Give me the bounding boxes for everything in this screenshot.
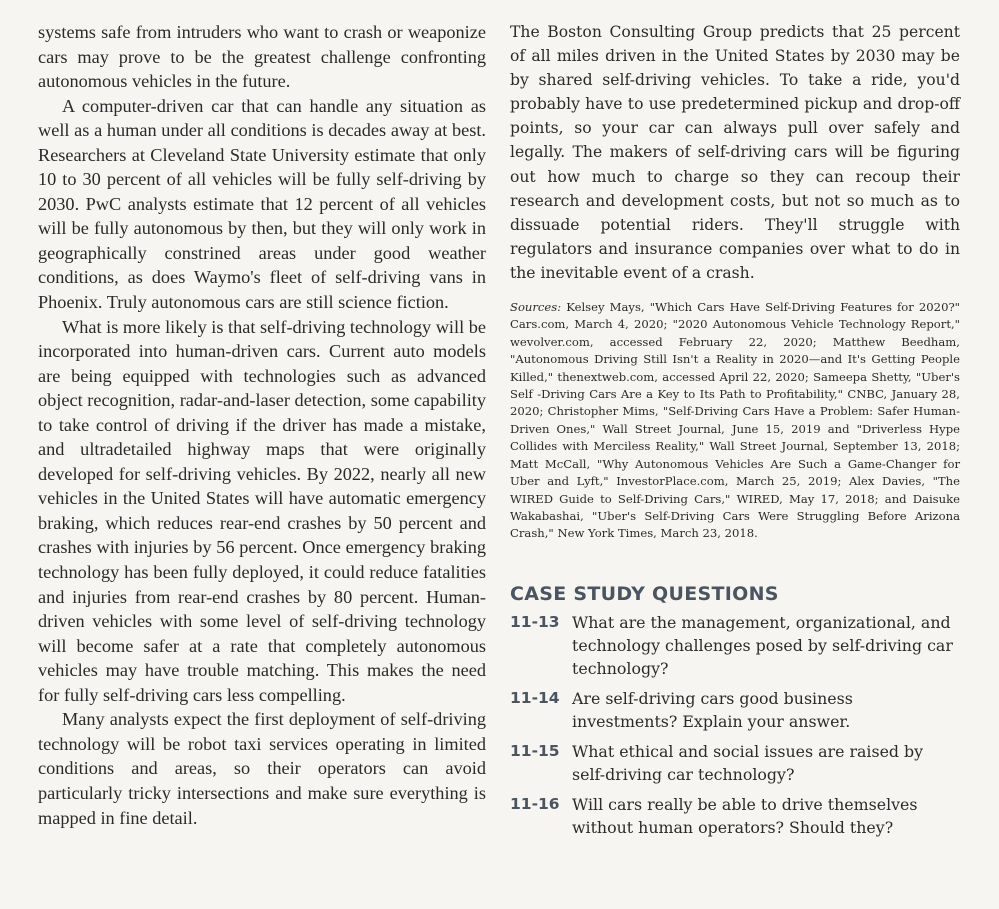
sources-label: Sources:: [510, 300, 562, 315]
sources-note: [510, 299, 960, 543]
left-paragraph-4: Many analysts expect the first deployment of self-driving technology will be robot taxi services operating in limited conditions and areas, so their operators can avoid particularly tricky intersections and make sure everything is mapped in fine detail.: [38, 709, 486, 828]
question-number: 11-15: [510, 741, 560, 760]
question-text: What ethical and social issues are raised by self-driving car technology?: [572, 741, 924, 784]
question-text: What are the management, organizational, and technology challenges posed by self-driving car technology?: [572, 612, 953, 678]
question-number: 11-14: [510, 688, 560, 707]
right-paragraph-1: The Boston Consulting Group predicts that 25 percent of all miles driven in the United States by 2030 may be by shared self-driving vehicles. To take a ride, you'd probably have to use predetermined pickup and drop-off points, so your car can always pull over safely and legally. The makers of self-driving cars will be figuring out how much to charge so they can recoup their research and development costs, but not so much as to dissuade potential riders. They'll struggle with regulators and insurance companies over what to do in the inevitable event of a crash.: [510, 23, 960, 282]
question-item: [510, 687, 960, 733]
left-paragraph-3: What is more likely is that self-driving technology will be incorporated into human-driven cars. Current auto models are being equipped with technologies such as advanced object recognition, radar-and-laser detection, some capability to take control of driving if the driver has made a mistake, and ultradetailed highway maps that were originally developed for self-driving vehicles. By 2022, nearly all new vehicles in the United States will have automatic emergency braking, which reduces rear-end crashes by 50 percent and crashes with injuries by 56 percent. Once emergency braking technology has been fully deployed, it could reduce fatalities and injuries from rear-end crashes by 80 percent. Human-driven vehicles with some level of self-driving technology will become safer at a rate that completely autonomous vehicles may have trouble matching. This makes the need for fully self-driving cars less compelling.: [38, 316, 486, 705]
question-item: [510, 793, 960, 839]
right-column: [510, 20, 960, 846]
left-paragraph-1: systems safe from intruders who want to crash or weaponize cars may prove to be the greatest challenge confronting autonomous vehicles in the future.: [38, 22, 486, 92]
question-item: [510, 740, 960, 786]
question-number: 11-16: [510, 794, 560, 813]
question-text: Are self-driving cars good business investments? Explain your answer.: [572, 688, 853, 731]
question-number: 11-13: [510, 612, 560, 631]
question-text: Will cars really be able to drive themselves without human operators? Should they?: [572, 794, 918, 837]
sources-text: Kelsey Mays, "Which Cars Have Self-Driving Features for 2020?" Cars.com, March 4, 2020; "2020 Autonomous Vehicle Technology Report," wevolver.com, accessed February 22, 2020; Matthew Beedham, "Autonomous Driving Still Isn't a Reality in 2020—and It's Getting People Killed," thenextweb.com, accessed April 22, 2020; Sameepa Shetty, "Uber's Self -Driving Cars Are a Key to Its Path to Profitability," CNBC, January 28, 2020; Christopher Mims, "Self-Driving Cars Have a Problem: Safer Human-Driven Ones," Wall Street Journal, June 15, 2019 and "Driverless Hype Collides with Merciless Reality," Wall Street Journal, September 13, 2018; Matt McCall, "Why Autonomous Vehicles Are Such a Game-Changer for Uber and Lyft," InvestorPlace.com, March 25, 2019; Alex Davies, "The WIRED Guide to Self-Driving Cars," WIRED, May 17, 2018; and Daisuke Wakabashai, "Uber's Self-Driving Cars Were Struggling Before Arizona Crash," New York Times, March 23, 2018.: [510, 300, 960, 541]
left-column: [38, 20, 486, 830]
case-study-heading: CASE STUDY QUESTIONS: [510, 582, 779, 605]
left-paragraph-2: A computer-driven car that can handle any situation as well as a human under all conditions is decades away at best. Researchers at Cleveland State University estimate that only 10 to 30 percent of all vehicles will be fully self-driving by 2030. PwC analysts estimate that 12 percent of all vehicles will be fully autonomous by then, but they will only work in geographically constrined areas under good weather conditions, as does Waymo's fleet of self-driving vans in Phoenix. Truly autonomous cars are still science fiction.: [38, 95, 486, 313]
question-item: [510, 611, 960, 680]
case-study-questions: [510, 611, 960, 839]
